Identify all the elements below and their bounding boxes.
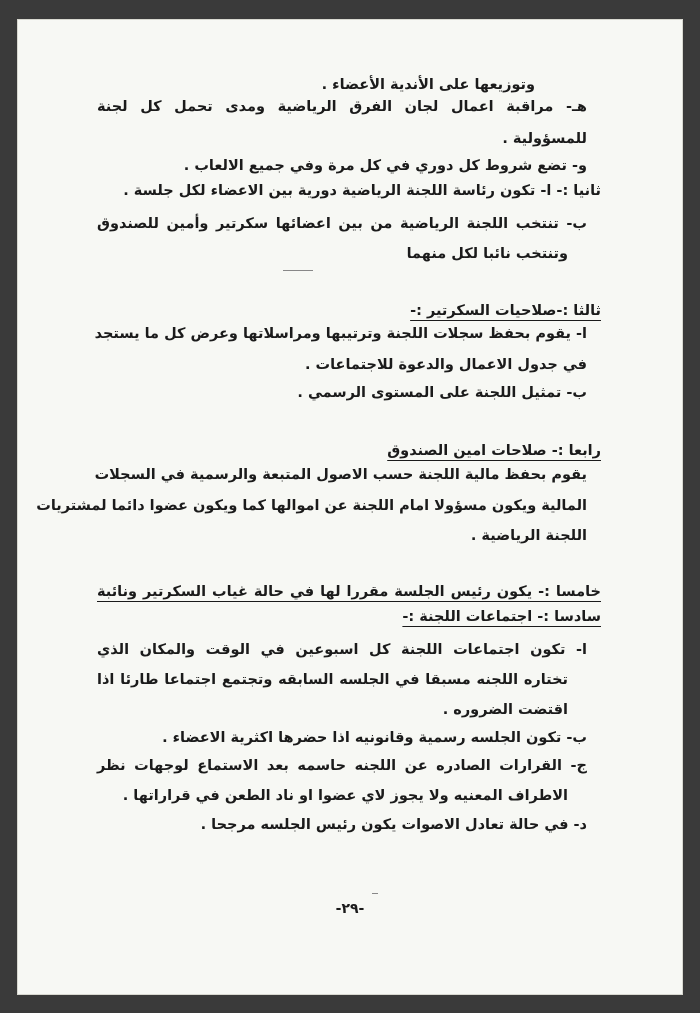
section-heading: خامسا :- يكون رئيس الجلسة مقررا لها في حالة غياب السكرتير ونائبة xyxy=(97,584,601,600)
text-line: د- في حالة تعادل الاصوات يكون رئيس الجلسه مرجحا . xyxy=(200,817,587,833)
text-line: ا- تكون اجتماعات اللجنة كل اسبوعين في الوقت والمكان الذي xyxy=(97,642,587,658)
text-line: تختاره اللجنه مسبقا في الجلسه السابقه وتجتمع اجتماعا طارئا اذا xyxy=(97,672,568,688)
text-line: يقوم بحفظ مالية اللجنة حسب الاصول المتبعة والرسمية في السجلات xyxy=(94,467,587,483)
text-line: للمسؤولية . xyxy=(502,131,587,147)
text-line: في جدول الاعمال والدعوة للاجتماعات . xyxy=(304,357,587,373)
section-heading: سادسا :- اجتماعات اللجنة :- xyxy=(402,609,601,625)
text-line: اللجنة الرياضية . xyxy=(470,528,587,544)
scan-mark xyxy=(372,893,378,894)
text-line: ثانيا :- ا- تكون رئاسة اللجنة الرياضية دورية بين الاعضاء لكل جلسة . xyxy=(123,183,601,199)
section-heading: ثالثا :-صلاحيات السكرتير :- xyxy=(410,303,601,319)
text-line: وتنتخب نائبا لكل منهما xyxy=(406,246,568,262)
page-number: -٢٩- xyxy=(335,901,365,917)
text-line: وتوزيعها على الأندية الأعضاء . xyxy=(321,77,535,93)
section-heading: رابعا :- صلاحات امين الصندوق xyxy=(387,443,601,459)
scan-mark xyxy=(283,270,313,271)
text-line: ب- تكون الجلسه رسمية وقانونيه اذا حضرها اكثرية الاعضاء . xyxy=(162,730,587,746)
document-page xyxy=(17,19,683,995)
text-line: هـ- مراقبة اعمال لجان الفرق الرياضية ومدى تحمل كل لجنة xyxy=(97,99,587,115)
text-line: ج- القرارات الصادره عن اللجنه حاسمه بعد الاستماع لوجهات نظر xyxy=(97,758,587,774)
text-line: اقتضت الضروره . xyxy=(442,702,568,718)
text-line: ا- يقوم بحفظ سجلات اللجنة وترتيبها ومراسلاتها وعرض كل ما يستجد xyxy=(94,326,587,342)
text-line: المالية ويكون مسؤولا امام اللجنة عن اموالها كما ويكون عضوا دائما لمشتريات xyxy=(36,498,587,514)
text-line: ب- تنتخب اللجنة الرياضية من بين اعضائها سكرتير وأمين للصندوق xyxy=(97,216,587,232)
text-line: و- تضع شروط كل دوري في كل مرة وفي جميع الالعاب . xyxy=(183,158,587,174)
text-line: الاطراف المعنيه ولا يجوز لاي عضوا او ناد الطعن في قراراتها . xyxy=(122,788,568,804)
text-line: ب- تمثيل اللجنة على المستوى الرسمي . xyxy=(297,385,587,401)
